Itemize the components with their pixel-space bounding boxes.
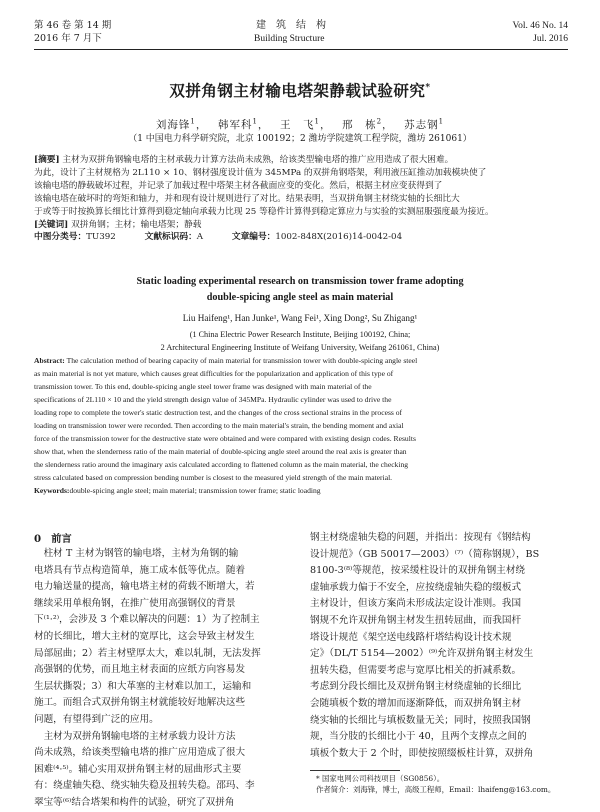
abstract-en-line: transmission tower. To this end, double-spicing angle steel tower frame was designed with main material of the [34,382,372,391]
title-text: 双拼角钢主材输电塔架静载试验研究 [169,81,426,100]
body-line: 电塔具有节点构造简单，施工成本低等优点。随着 [34,564,246,576]
body-line: 主材设计，但该方案尚未形成法定设计准则。我国 [310,598,522,610]
author-cn: 邢 栋$^2$， [342,117,400,131]
abstract-en-line: show that, when the slenderness ratio of the main material of double-spicing angle steel around the real axis is greater than [34,447,407,456]
journal-name-en: Building Structure [254,34,325,44]
abstract-en-line: The calculation method of bearing capacity of main material for transmission tower with double-spicing angle steel [66,356,418,365]
body-line: 电力输送量的提高，输电塔主材的荷载不断增大，若 [34,581,255,593]
body-line: 考虑到分段长细比及双拼角钢主材绕虚轴的长细比 [310,681,522,693]
section-heading [34,530,72,545]
affiliation-cn: （1 中国电力科学研究院，北京 100192；2 潍坊学院建筑工程学院，潍坊 261061） [128,134,472,144]
body-line: 施工。而组合式双拼角钢主材就能较好地解决这些 [34,697,246,709]
body-line: 困难⁽⁴·⁵⁾。辅心实用双拼角钢主材的屈曲形式主要 [34,763,242,775]
abstract-cn [34,154,568,244]
volume-issue-en: Vol. 46 No. 14 [512,21,568,31]
body-line: 塔设计规范《架空送电线路杆塔结构设计技术规 [310,631,512,643]
body-line: 虚轴承载力偏于不安全，应按绕虚轴失稳的缀板式 [310,581,522,593]
author-cn: 王 飞$^1$， [280,117,338,131]
paper-title-en [0,274,600,306]
footnote: * 国家电网公司科技项目（SG0856）。 [316,774,445,783]
abstract-cn-line: 该输电塔在破坏时的弯矩和轴力，并和现有设计规则进行了对比。结果表明，当双拼角钢主材绕实轴的长细比大 [34,193,460,204]
body-line: 钢规不允许双拼角钢主材发生扭转屈曲，而我国杆 [310,614,522,626]
document-code: A [196,232,204,243]
abstract-en-line: loading rope to complete the tower's static destruction test, and the changes of the cross sectional strains in the process of [34,408,403,417]
abstract-en-line: the slenderness ratio around the imaginary axis calculated according to flattened column as the main material, the checking [34,460,409,469]
body-line: 高强钢的优势，而且地主材表面的应纸方向容易发 [34,664,246,676]
paper-title-cn [0,79,600,101]
abstract-en-line: loading on transmission tower were recorded. Then according to the main material's strain, the bending moment and axial [34,421,404,430]
abstract-cn-line: 于或等于时按换算长细比计算得到稳定轴向承载力比现 25 等稳件计算得到稳定算应力与实验的实测屈服强度最为接近。 [34,206,494,217]
affiliation-en-line: 2 Architectural Engineering Institute of Weifang University, Weifang 261061, China) [160,343,440,352]
abstract-cn-line: 主材为双拼角钢输电塔的主材承载力计算方法尚未成熟，给该类型输电塔的推广应用造成了很大困难。 [62,155,454,165]
journal-name-cn: 建 筑 结 构 [256,20,326,31]
author-cn: 刘海锋$^1$， [155,117,214,131]
body-left-column [34,546,296,812]
abstract-en-line: as main material is not yet mature, which causes great difficulties for the popularization and application of this type of [34,369,394,378]
abstract-en-label: Abstract: [34,356,65,365]
body-line: 填板个数大于 2 个时，即使按照缀板柱计算，双拼角 [310,747,534,759]
body-line: 设计规范》（GB 50017—2003）⁽⁷⁾（简称钢规），BS [310,548,540,560]
abstract-en [34,354,568,497]
body-line: 扭转失稳，但需要考虑与宽厚比相关的折减系数。 [310,664,522,676]
abstract-cn-line: 为此，设计了主材规格为 2L110 × 10、钢材强度设计值为 345MPa 的双拼角钢塔架，利用液压缸推动加载模块使了 [34,167,487,178]
body-line: 钢主材绕虚轴失稳的问题，并指出：按现有《钢结构 [310,532,531,543]
authors-en: Liu Haifeng¹, Han Junke¹, Wang Fei¹, Xing Dong², Su Zhigang¹ [182,313,418,323]
title-en-line: double-spicing angle steel as main material [206,292,394,303]
title-en-line: Static loading experimental research on transmission tower frame adopting [136,276,464,287]
abstract-cn-line: 该输电塔的静载破坏过程，并记录了加载过程中塔架主材各截面应变的变化。然后，根据主材应变获得到了 [34,180,443,191]
body-right-column [310,530,572,762]
classification-cn: 中图分类号：TU392 文献标识码：A 文章编号：1002-848X(2016)14-0042-04 [34,232,403,243]
body-line: 主材为双拼角钢输电塔的主材承载力设计方法 [34,730,236,742]
date-cn: 2016 年 7 月下 [34,33,102,44]
author-cn: 韩军科$^1$， [217,117,276,131]
footnote: 作者简介：刘海锋，博士，高级工程师，Email：lhaifeng@163.com。 [316,784,556,794]
body-line: 材的长细比，增大主材的宽厚比，这会导致主材发生 [34,630,255,642]
keywords-cn-label: [关键词] [34,219,69,230]
keywords-cn: 双拼角钢；主材；输电塔架；静载 [71,219,202,230]
article-number: 1002-848X(2016)14-0042-04 [275,232,403,243]
body-line: 局部屈曲；2）若主材壁厚太大，难以轧制，无法发挥 [34,647,261,659]
body-line: 8100-3⁽⁸⁾等规范，按采缓柱设计的双拼角钢主材绕 [310,565,526,577]
keywords-en: double-spicing angle steel; main material; transmission tower frame; static loading [69,486,321,495]
footnote-rule [310,770,400,771]
body-line: 规，当分肢的长细比小于 40，且两个支撑点之间的 [310,731,527,743]
body-line: 下⁽¹·²⁾，会涉及 3 个难以解决的问题：1）为了控制主 [34,614,260,626]
abstract-cn-label: [摘要] [34,155,60,165]
body-line: 尚未成熟，给该类型输电塔的推广应用造成了很大 [34,747,246,759]
body-line: 柱材 T 主材为钢管的输电塔，主材为角钢的输 [34,548,239,559]
body-line: 会随填板个数的增加而逐渐降低，而双拼角钢主材 [310,697,522,709]
header-rule [34,49,568,50]
clc-number: TU392 [86,232,116,243]
title-footnote-mark: * [425,82,431,93]
authors-cn [0,117,600,132]
body-line: 定》（DL/T 5154—2002）⁽⁹⁾允许双拼角钢主材发生 [310,648,534,660]
body-line: 问题，有望得到广泛的应用。 [34,713,159,725]
body-line: 生层状撕裂；3）和大革塞的主材难以加工，运输和 [34,680,252,692]
abstract-en-line: specifications of 2L110 × 10 and the yield strength design value of 345MPa. Hydraulic cylinder was used to drive the [34,395,392,404]
abstract-en-line: force of the transmission tower for the destructive state were obtained and were compared with existing design codes. Results [34,434,416,443]
section-title: 前言 [51,533,72,545]
author-cn: 苏志钢$^1$ [404,117,445,131]
body-line: 翠宝等⁽⁶⁾结合塔架和构件的试验，研究了双拼角 [34,796,235,808]
footnotes [316,774,555,795]
affiliation-en [0,328,600,354]
affiliation-en-line: (1 China Electric Power Research Institute, Beijing 100192, China; [189,330,411,339]
body-line: 继续采用单根角钢，在推广使用高强钢仪的背景 [34,597,236,609]
section-number: 0 [34,533,42,545]
abstract-en-line: stress calculated based on compression bending number is closest to the measured yield strength of the main material. [34,473,393,482]
keywords-en-label: Keywords: [34,486,70,495]
date-en: Jul. 2016 [533,34,568,44]
volume-issue-cn: 第 46 卷 第 14 期 [34,20,112,31]
body-line: 绕实轴的长细比与填板数量无关；同时，按照我国钢 [310,714,531,726]
body-line: 有：绕虚轴失稳、绕实轴失稳及扭转失稳。邵玛、李 [34,780,255,792]
